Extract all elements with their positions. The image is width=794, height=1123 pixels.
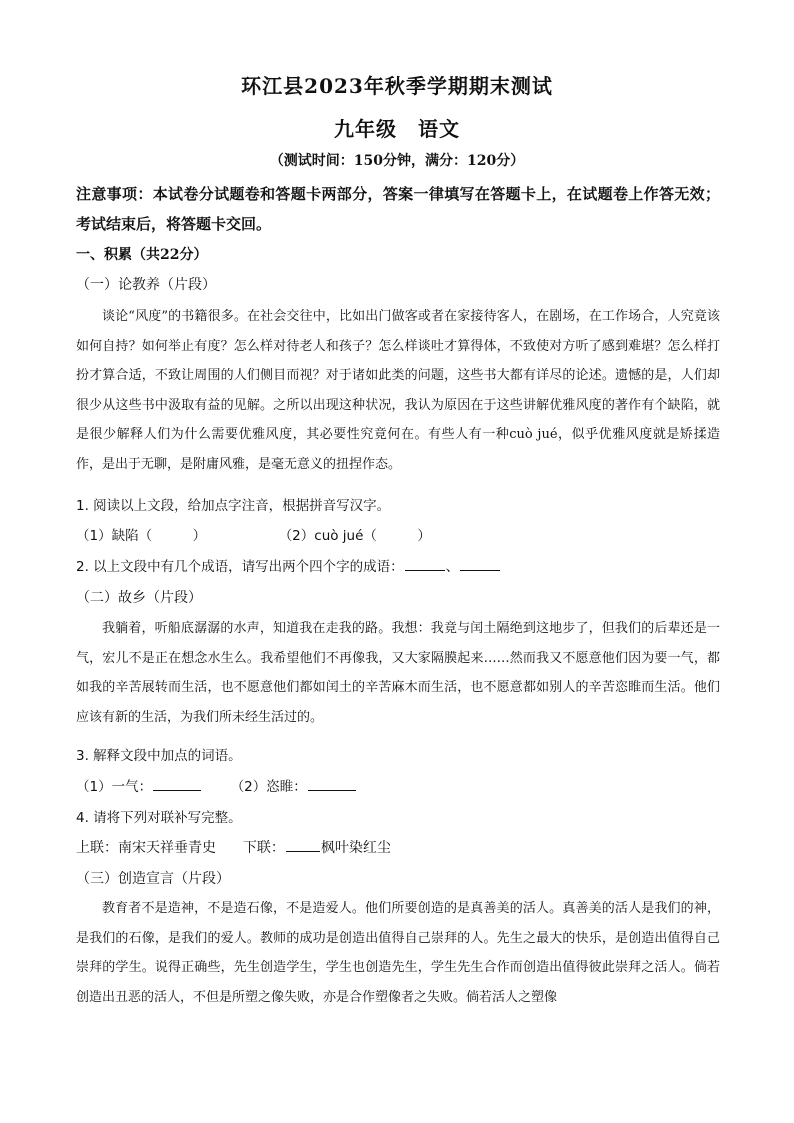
couplet-upper: 上联：南宋天祥垂青史 <box>76 840 216 856</box>
passage-3: 教育者不是造神，不是造石像，不是造爱人。他们所要创造的是真善美的活人。真善美的活人是我们的神，是我们的石像，是我们的爱人。教师的成功是创造出值得自己崇拜的人。先生之最大的快乐，是创造出值得自己崇拜的学生。说得正确些，先生创造学生，学生也创造先生，学生先生合作而创造出值得彼此崇拜之活人。倘若创造出丑恶的活人，不但是所塑之像失败，亦是合作塑像者之失败。倘若活人之塑像 <box>76 901 720 1005</box>
answer-blank[interactable] <box>286 837 320 852</box>
question-3-b: （2）恣睢： <box>230 779 307 795</box>
answer-blank[interactable] <box>460 556 500 571</box>
section-heading-1: 一、积累（共22分） <box>76 247 208 263</box>
question-3: 3. 解释文段中加点的词语。 <box>76 748 242 764</box>
part-heading-2: （二）故乡（片段） <box>76 590 202 606</box>
question-2-separator: 、 <box>445 559 460 575</box>
exam-info: （测试时间：150分钟，满分：120分） <box>269 153 525 169</box>
exam-subtitle: 九年级 语文 <box>334 117 460 141</box>
exam-title: 环江县2023年秋季学期期末测试 <box>241 74 553 98</box>
question-1-a: （1）缺陷（ ） <box>76 528 207 544</box>
couplet-lower-prefix: 下联： <box>242 840 285 856</box>
answer-blank[interactable] <box>153 776 201 791</box>
passage-1: 谈论“风度”的书籍很多。在社会交往中，比如出门做客或者在家接待客人，在剧场，在工作场合，人究竟该如何自持？如何举止有度？怎么样对待老人和孩子？怎么样谈吐才算得体，不致使对方听了感到难堪？怎么样打扮才算合适，不致让周围的人们侧目而视？对于诸如此类的问题，这些书大都有详尽的论述。遗憾的是，人们却很少从这些书中汲取有益的见解。之所以出现这种状况，我认为原因在于这些讲解优雅风度的著作有个缺陷，就是很少解释人们为什么需要优雅风度，其必要性究竟何在。有些人有一种cuò jué，似乎优雅风度就是矫揉造作，是出于无聊，是附庸风雅，是毫无意义的扭捏作态。 <box>76 309 720 472</box>
question-1-b: （2）cuò jué（ ） <box>278 528 431 544</box>
answer-blank[interactable] <box>405 556 445 571</box>
question-4: 4. 请将下列对联补写完整。 <box>76 810 242 826</box>
passage-2: 我躺着，听船底潺潺的水声，知道我在走我的路。我想：我竟与闰土隔绝到这地步了，但我们的后辈还是一气，宏儿不是正在想念水生么。我希望他们不再像我，又大家隔膜起来……然而我又不愿意他们因为要一气，都如我的辛苦展转而生活，也不愿意他们都如闰土的辛苦麻木而生活，也不愿意都如别人的辛苦恣睢而生活。他们应该有新的生活，为我们所未经生活过的。 <box>76 621 720 725</box>
question-2: 2. 以上文段中有几个成语，请写出两个四个字的成语： <box>76 559 404 575</box>
part-heading-1: （一）论教养（片段） <box>76 277 216 293</box>
notice-text: 注意事项：本试卷分试题卷和答题卡两部分，答案一律填写在答题卡上，在试题卷上作答无效；考试结束后，将答题卡交回。 <box>76 185 720 233</box>
part-heading-3: （三）创造宣言（片段） <box>76 871 230 887</box>
question-1: 1. 阅读以上文段，给加点字注音，根据拼音写汉字。 <box>76 498 391 514</box>
answer-blank[interactable] <box>308 776 356 791</box>
question-2-line <box>76 555 720 575</box>
couplet-lower-suffix: 枫叶染红尘 <box>320 840 391 856</box>
couplet-line <box>76 837 720 857</box>
question-3-a: （1）一气： <box>76 779 153 795</box>
question-3-items <box>76 775 720 795</box>
question-1-items <box>76 524 720 544</box>
